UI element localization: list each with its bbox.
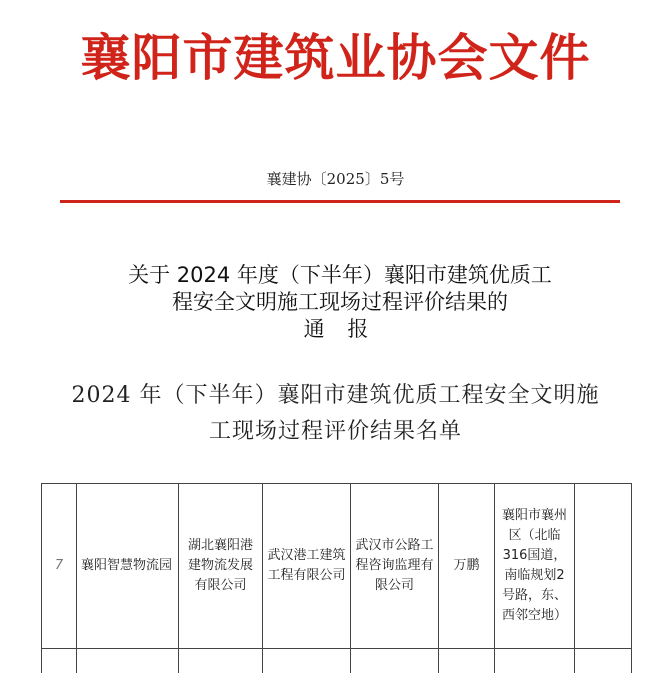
list-title-line-1: 2024 年（下半年）襄阳市建筑优质工程安全文明施 [0,378,671,414]
empty-cell [263,649,351,673]
remark-cell [575,484,632,649]
contractor-cell: 武汉港工建筑工程有限公司 [263,484,351,649]
location-cell: 襄阳市襄州区（北临316国道，南临规划2号路，东、西邻空地） [495,484,575,649]
notice-title-line-1: 关于 2024 年度（下半年）襄阳市建筑优质工 [60,262,620,289]
notice-title [60,262,620,343]
empty-cell [575,649,632,673]
list-title [0,378,671,450]
document-number: 襄建协〔2025〕5号 [0,168,671,189]
empty-cell [77,649,179,673]
project-name-cell: 襄阳智慧物流园 [77,484,179,649]
table-row [42,649,632,673]
supervisor-cell: 武汉市公路工程咨询监理有限公司 [351,484,439,649]
row-index-cell: 7 [42,484,77,649]
empty-cell [351,649,439,673]
list-title-line-2: 工现场过程评价结果名单 [0,414,671,450]
notice-title-line-3: 通 报 [60,316,620,343]
table-row [42,484,632,649]
empty-cell [42,649,77,673]
results-table [41,483,632,673]
empty-cell [179,649,263,673]
red-divider [60,200,620,203]
area-cell: 万鹏 [439,484,495,649]
empty-cell [439,649,495,673]
notice-title-line-2: 程安全文明施工现场过程评价结果的 [60,289,620,316]
empty-cell [495,649,575,673]
builder-cell: 湖北襄阳港建物流发展有限公司 [179,484,263,649]
document-header-title: 襄阳市建筑业协会文件 [0,18,671,90]
